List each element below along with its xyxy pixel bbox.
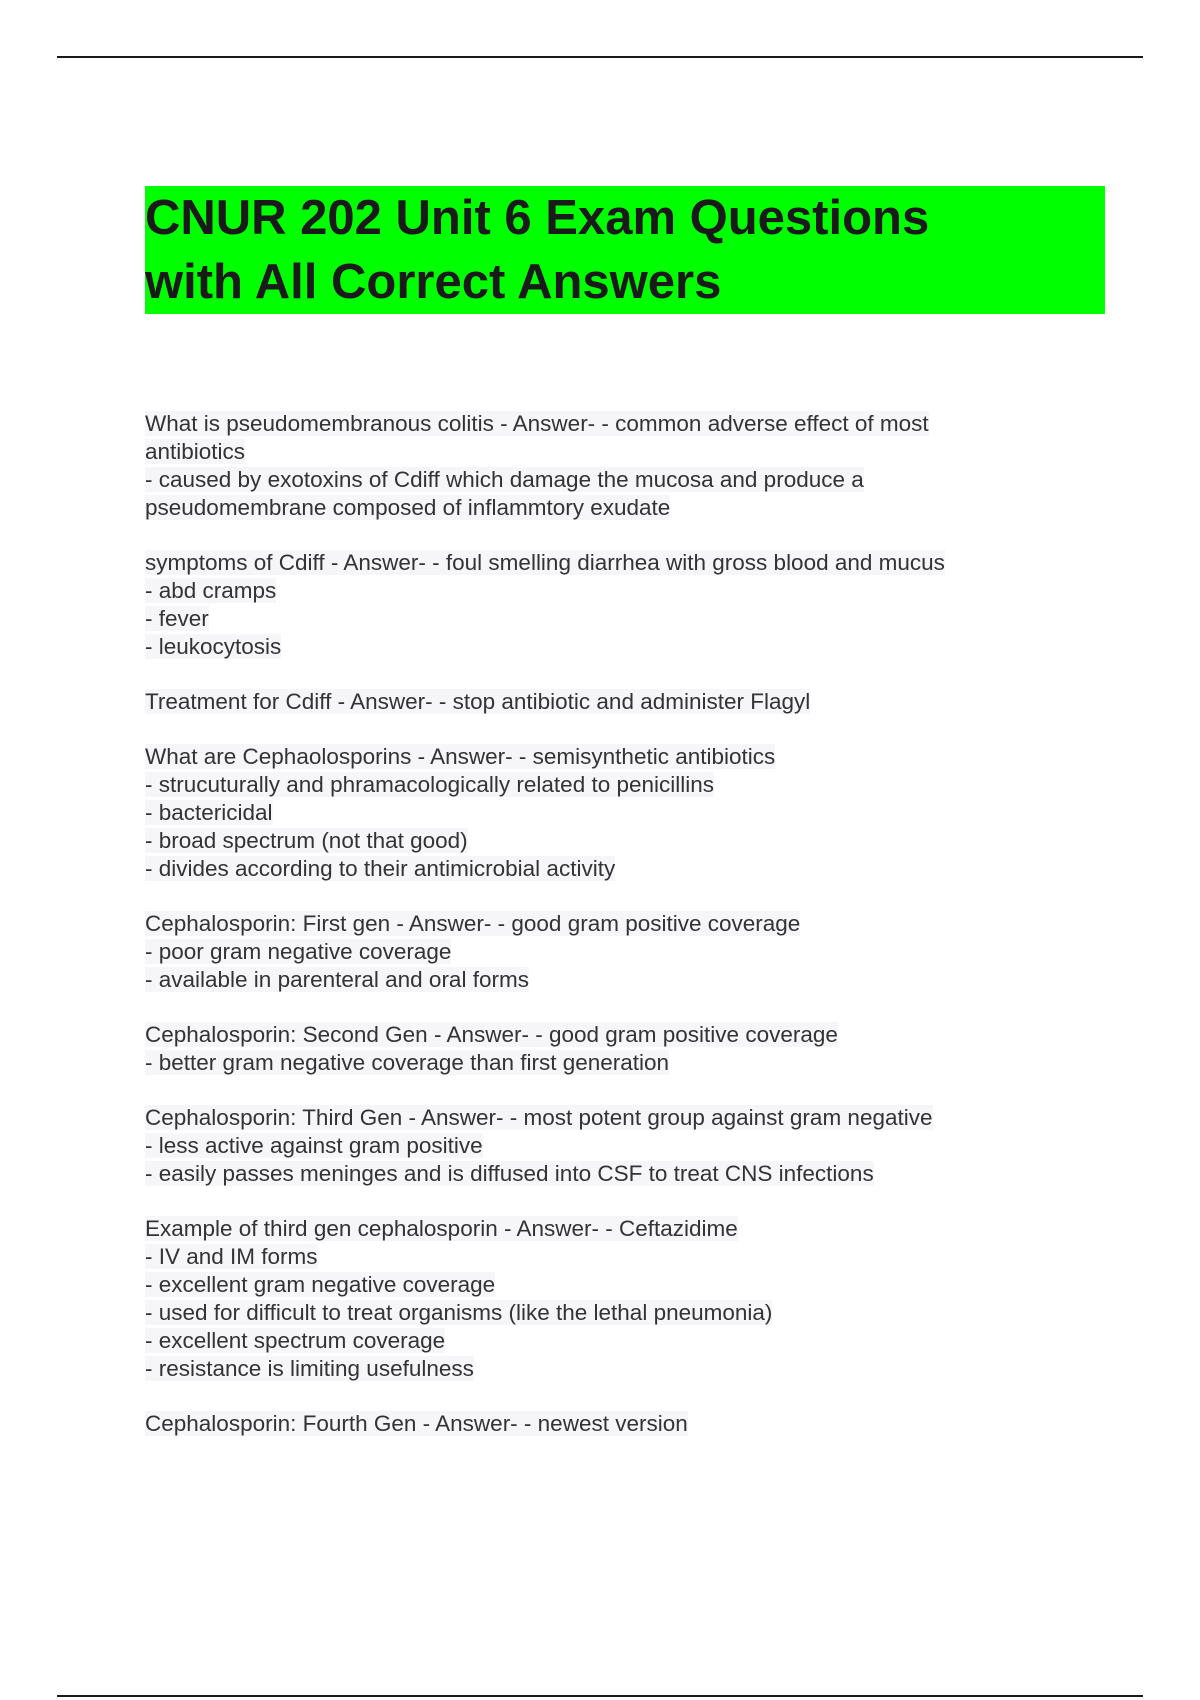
qa-answer-line: - IV and IM forms <box>145 1244 318 1269</box>
qa-answer-line: - resistance is limiting usefulness <box>145 1356 474 1381</box>
qa-answer-line: - excellent gram negative coverage <box>145 1272 496 1297</box>
qa-item <box>145 1215 1045 1383</box>
qa-answer-line: - better gram negative coverage than first generation <box>145 1050 670 1075</box>
qa-question-line: What are Cephaolosporins - Answer- - semisynthetic antibiotics <box>145 744 776 769</box>
qa-item <box>145 910 1045 994</box>
document-title <box>145 186 1105 314</box>
qa-answer-line: antibiotics <box>145 439 246 464</box>
qa-answer-line: - caused by exotoxins of Cdiff which damage the mucosa and produce a <box>145 467 864 492</box>
qa-item <box>145 743 1045 883</box>
qa-question-line: Cephalosporin: Third Gen - Answer- - most potent group against gram negative <box>145 1105 933 1130</box>
qa-answer-line: - used for difficult to treat organisms (like the lethal pneumonia) <box>145 1300 773 1325</box>
qa-answer-line: - divides according to their antimicrobial activity <box>145 856 616 881</box>
qa-answer-line: pseudomembrane composed of inflammtory exudate <box>145 495 671 520</box>
qa-item <box>145 1410 1045 1438</box>
qa-answer-line: - poor gram negative coverage <box>145 939 452 964</box>
qa-question-line: Example of third gen cephalosporin - Answer- - Ceftazidime <box>145 1216 738 1241</box>
qa-list <box>145 410 1045 1465</box>
qa-item <box>145 688 1045 716</box>
qa-answer-line: - fever <box>145 606 209 631</box>
qa-question-line: What is pseudomembranous colitis - Answer- - common adverse effect of most <box>145 411 929 436</box>
top-rule <box>57 56 1143 58</box>
qa-answer-line: - leukocytosis <box>145 634 282 659</box>
qa-answer-line: - available in parenteral and oral forms <box>145 967 529 992</box>
qa-item <box>145 1104 1045 1188</box>
qa-item <box>145 410 1045 522</box>
title-line-1: CNUR 202 Unit 6 Exam Questions <box>145 186 1105 250</box>
qa-answer-line: - easily passes meninges and is diffused into CSF to treat CNS infections <box>145 1161 874 1186</box>
qa-question-line: Cephalosporin: Second Gen - Answer- - good gram positive coverage <box>145 1022 838 1047</box>
qa-answer-line: - strucuturally and phramacologically related to penicillins <box>145 772 715 797</box>
qa-item <box>145 1021 1045 1077</box>
qa-answer-line: - abd cramps <box>145 578 277 603</box>
qa-answer-line: - less active against gram positive <box>145 1133 483 1158</box>
bottom-rule <box>57 1695 1143 1697</box>
qa-question-line: symptoms of Cdiff - Answer- - foul smelling diarrhea with gross blood and mucus <box>145 550 945 575</box>
qa-question-line: Cephalosporin: First gen - Answer- - good gram positive coverage <box>145 911 801 936</box>
qa-question-line: Treatment for Cdiff - Answer- - stop antibiotic and administer Flagyl <box>145 689 811 714</box>
qa-answer-line: - excellent spectrum coverage <box>145 1328 446 1353</box>
qa-item <box>145 549 1045 661</box>
title-line-2: with All Correct Answers <box>145 250 1105 314</box>
qa-question-line: Cephalosporin: Fourth Gen - Answer- - newest version <box>145 1411 688 1436</box>
qa-answer-line: - broad spectrum (not that good) <box>145 828 468 853</box>
qa-answer-line: - bactericidal <box>145 800 273 825</box>
